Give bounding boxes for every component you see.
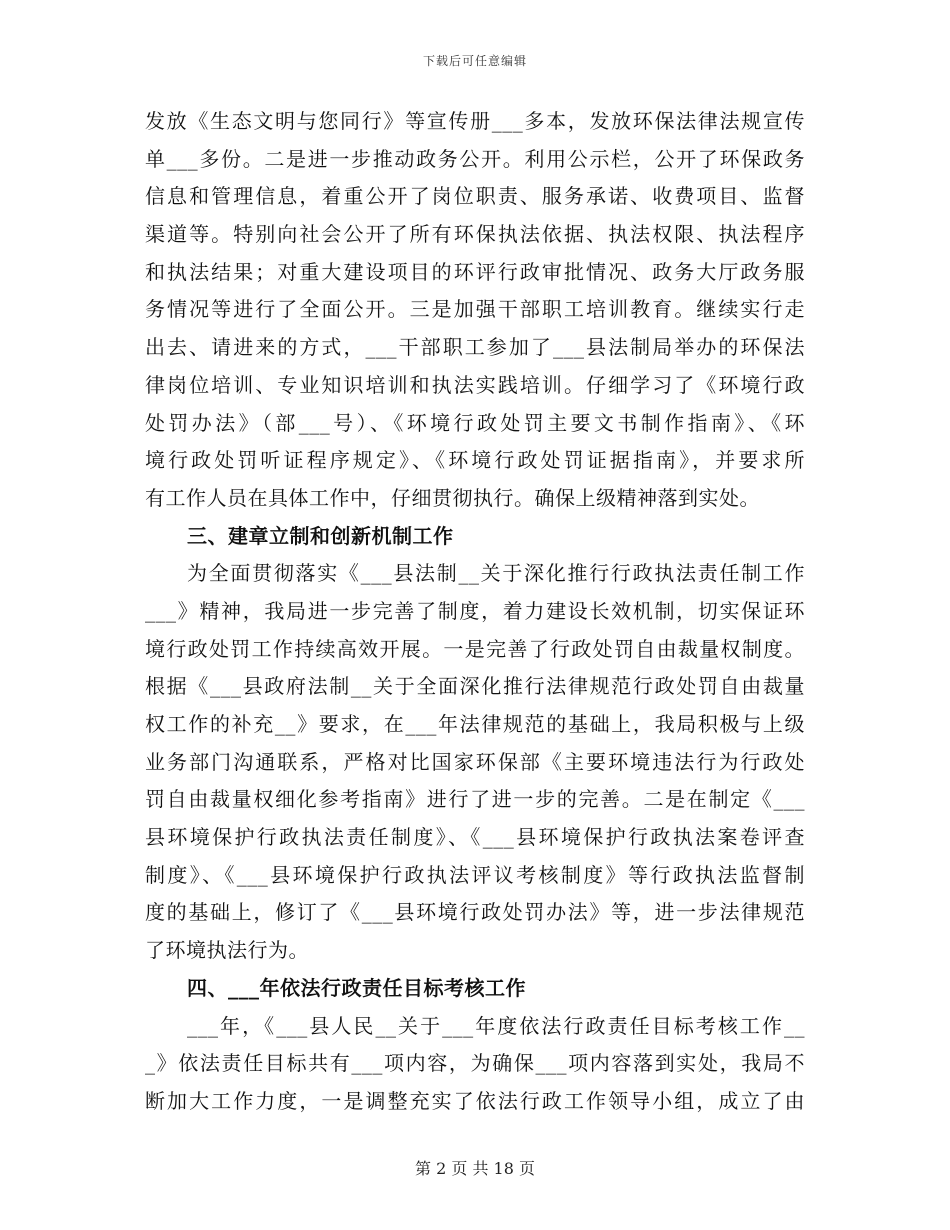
body-line: 出去、请进来的方式，___干部职工参加了___县法制局举办的环保法	[145, 335, 805, 360]
body-line: 信息和管理信息，着重公开了岗位职责、服务承诺、收费项目、监督	[145, 184, 805, 209]
body-line: 罚自由裁量权细化参考指南》进行了进一步的完善。二是在制定《___	[145, 787, 805, 812]
body-line: 权工作的补充__》要求，在___年法律规范的基础上，我局积极与上级	[145, 712, 805, 736]
body-line: 处罚办法》（部___号）、《环境行政处罚主要文书制作指南》、《环	[145, 410, 805, 435]
body-line: 律岗位培训、专业知识培训和执法实践培训。仔细学习了《环境行政	[145, 372, 805, 397]
body-line: 境行政处罚工作持续高效开展。一是完善了行政处罚自由裁量权制度。	[145, 636, 805, 661]
body-line: 县环境保护行政执法责任制度》、《___县环境保护行政执法案卷评查	[145, 825, 805, 850]
page-header-note: 下载后可任意编辑	[422, 54, 527, 68]
page-number: 第 2 页 共 18 页	[415, 1159, 535, 1178]
body-line: 业务部门沟通联系，严格对比国家环保部《主要环境违法行为行政处	[145, 749, 805, 774]
body-line: 单___多份。二是进一步推动政务公开。利用公示栏，公开了环保政务	[145, 146, 805, 171]
body-line: 务情况等进行了全面公开。三是加强干部职工培训教育。继续实行走	[145, 297, 805, 322]
body-line: 发放《生态文明与您同行》等宣传册___多本，发放环保法律法规宣传	[145, 109, 805, 133]
body-line: ___》精神，我局进一步完善了制度，着力建设长效机制，切实保证环	[145, 598, 805, 623]
body-line: _》依法责任目标共有___项内容，为确保___项内容落到实处，我局不	[145, 1051, 805, 1076]
section-heading-3: 三、建章立制和创新机制工作	[187, 523, 454, 548]
body-line: 和执法结果；对重大建设项目的环评行政审批情况、政务大厅政务服	[145, 259, 805, 284]
body-line: 了环境执法行为。	[145, 938, 309, 963]
body-line: 境行政处罚听证程序规定》、《环境行政处罚证据指南》，并要求所	[145, 448, 805, 473]
body-line: 根据《___县政府法制__关于全面深化推行法律规范行政处罚自由裁量	[145, 674, 805, 699]
body-line: 为全面贯彻落实《___县法制__关于深化推行行政执法责任制工作	[187, 561, 805, 586]
body-line: 有工作人员在具体工作中，仔细贯彻执行。确保上级精神落到实处。	[145, 485, 760, 510]
body-line: 断加大工作力度，一是调整充实了依法行政工作领导小组，成立了由	[145, 1088, 805, 1113]
body-line: 度的基础上，修订了《___县环境行政处罚办法》等，进一步法律规范	[145, 900, 805, 925]
section-heading-4: 四、___年依法行政责任目标考核工作	[187, 975, 526, 1000]
body-line: ___年，《___县人民__关于___年度依法行政责任目标考核工作__	[187, 1013, 805, 1038]
body-line: 制度》、《___县环境保护行政执法评议考核制度》等行政执法监督制	[145, 862, 805, 887]
document-body	[145, 103, 805, 1121]
body-line: 渠道等。特别向社会公开了所有环保执法依据、执法权限、执法程序	[145, 222, 805, 247]
